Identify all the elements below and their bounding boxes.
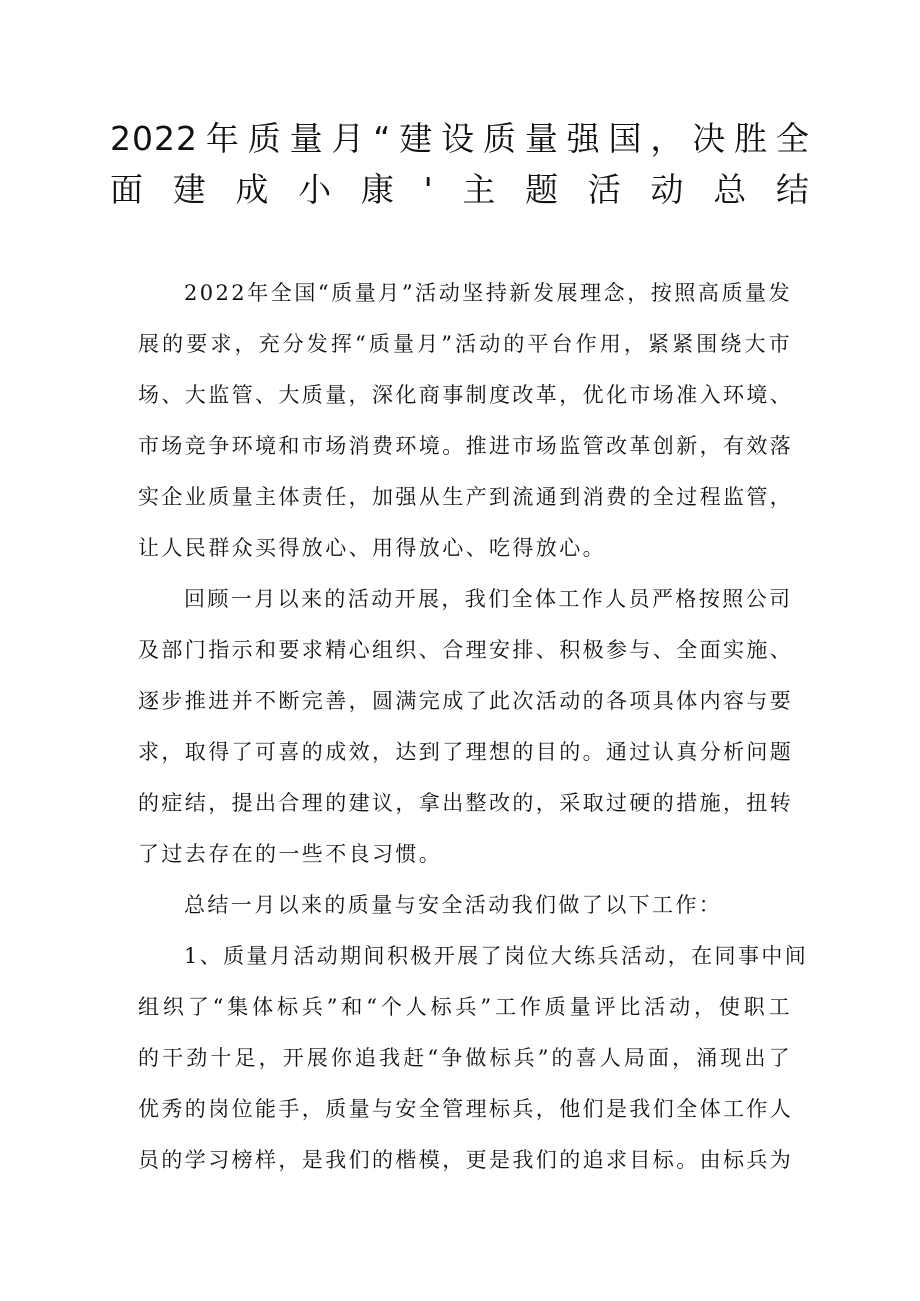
paragraph-2: [138, 574, 792, 880]
document-body: [138, 268, 809, 1186]
document-title: [110, 112, 810, 214]
paragraph-line: 场、大监管、大质量，深化商事制度改革，优化市场准入环境、: [138, 383, 794, 407]
paragraph-3: [138, 880, 792, 931]
paragraph-4: [138, 931, 809, 1186]
paragraph-line: 求，取得了可喜的成效，达到了理想的目的。通过认真分析问题: [138, 740, 794, 764]
paragraph-line: 员的学习榜样，是我们的楷模，更是我们的追求目标。由标兵为: [138, 1148, 794, 1172]
paragraph-1: [138, 268, 792, 574]
paragraph-line: 组织了“集体标兵”和“个人标兵”工作质量评比活动，使职工: [138, 995, 792, 1019]
paragraph-line: 让人民群众买得放心、用得放心、吃得放心。: [138, 536, 606, 560]
paragraph-line: 的干劲十足，开展你追我赶“争做标兵”的喜人局面，涌现出了: [138, 1046, 792, 1070]
paragraph-line: 2022年全国“质量月”活动坚持新发展理念，按照高质量发: [184, 281, 792, 305]
paragraph-line: 展的要求，充分发挥“质量月”活动的平台作用，紧紧围绕大市: [138, 332, 792, 356]
paragraph-line: 了过去存在的一些不良习惯。: [138, 842, 443, 866]
paragraph-line: 1、质量月活动期间积极开展了岗位大练兵活动，在同事中间: [184, 944, 809, 968]
paragraph-line: 总结一月以来的质量与安全活动我们做了以下工作：: [184, 893, 723, 917]
paragraph-line: 逐步推进并不断完善，圆满完成了此次活动的各项具体内容与要: [138, 689, 794, 713]
paragraph-line: 实企业质量主体责任，加强从生产到流通到消费的全过程监管，: [138, 485, 794, 509]
paragraph-line: 优秀的岗位能手，质量与安全管理标兵，他们是我们全体工作人: [138, 1097, 794, 1121]
title-line-1: 2022年质量月“建设质量强国，决胜全: [110, 119, 810, 158]
title-line-2: 面建成小康'主题活动总结: [110, 170, 810, 209]
paragraph-line: 回顾一月以来的活动开展，我们全体工作人员严格按照公司: [184, 587, 793, 611]
paragraph-line: 的症结，提出合理的建议，拿出整改的，采取过硬的措施，扭转: [138, 791, 794, 815]
paragraph-line: 市场竞争环境和市场消费环境。推进市场监管改革创新，有效落: [138, 434, 794, 458]
paragraph-line: 及部门指示和要求精心组织、合理安排、积极参与、全面实施、: [138, 638, 794, 662]
